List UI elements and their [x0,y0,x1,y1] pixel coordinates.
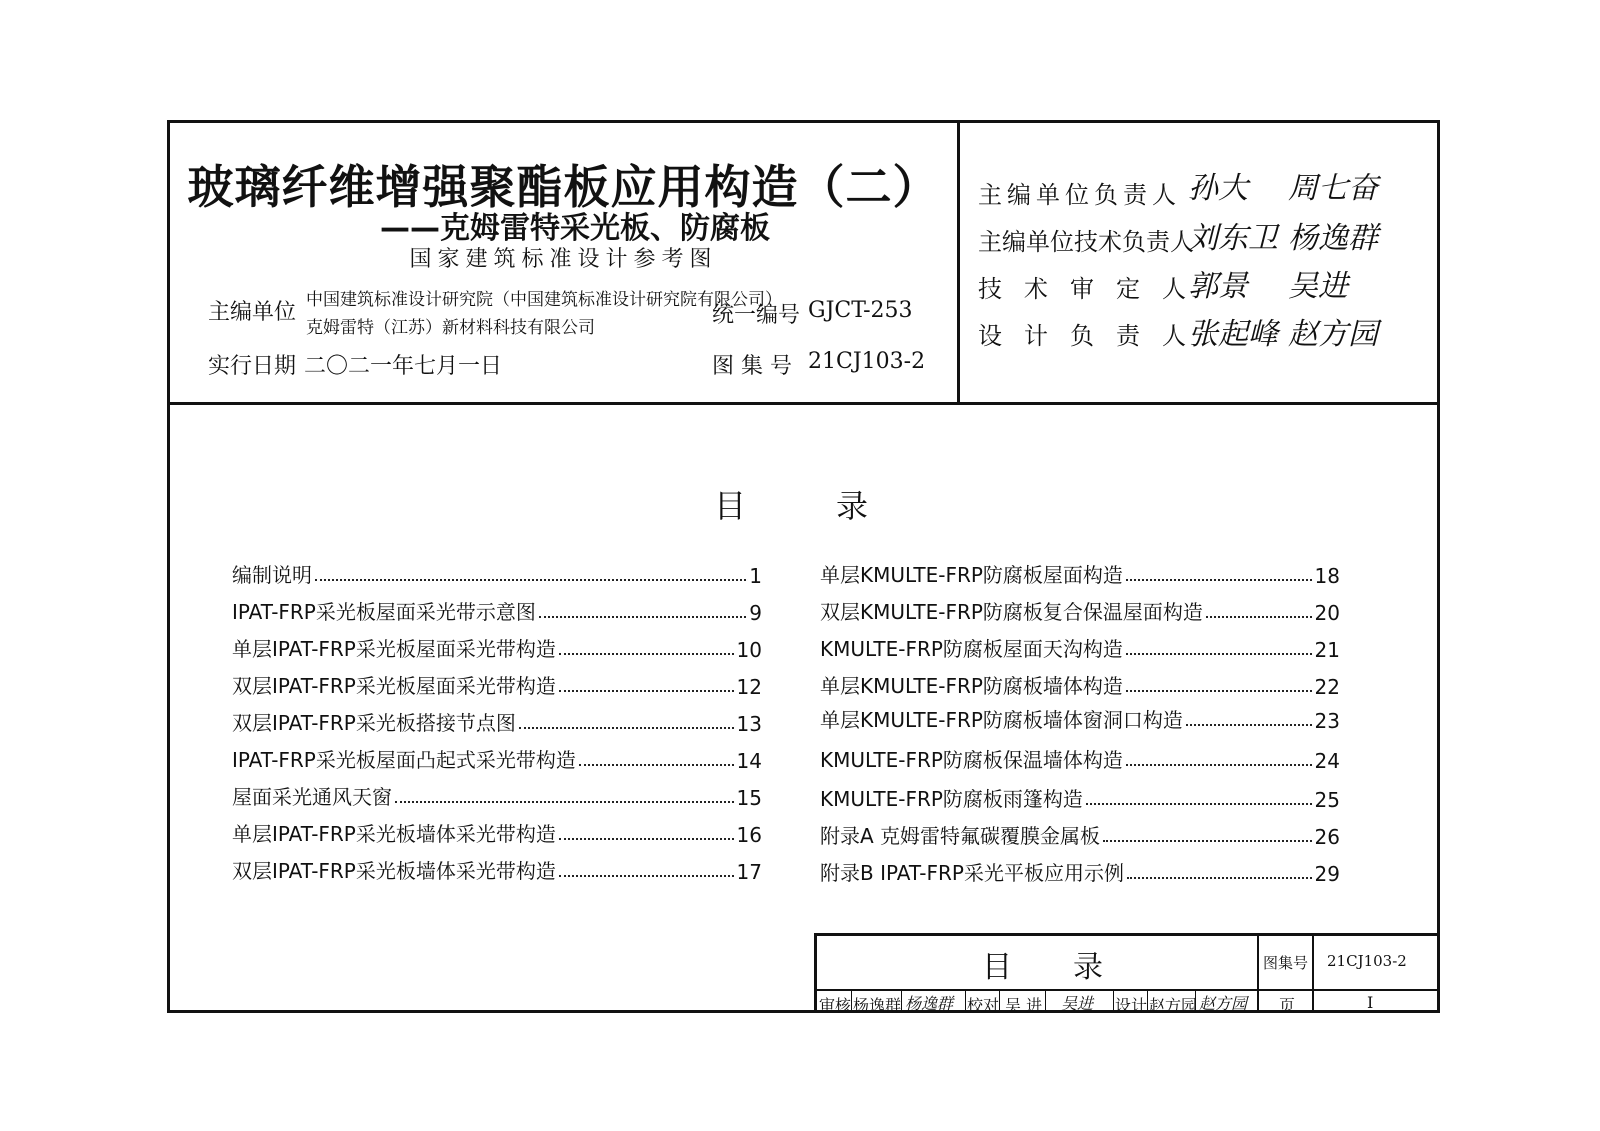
tb-divider [1113,989,1114,1013]
toc-entry-page: 21 [1314,638,1340,662]
tb-name-left: 目 [982,950,1012,985]
tb-name-right: 录 [1073,950,1103,985]
drawing-frame [167,120,1440,1013]
toc-entry-title: 屋面采光通风天窗 [232,785,392,809]
editor-org-2: 克姆雷特（江苏）新材料科技有限公司 [306,318,595,338]
tb-review-label: 审核 [819,996,852,1015]
document-subtitle: ——克姆雷特采光板、防腐板 [380,211,770,246]
tb-atlas-no: 21CJ103-2 [1327,952,1407,970]
toc-leader-dots [1126,690,1312,692]
toc-entry [232,854,762,884]
tb-reviewer-signature: 杨逸群 [905,994,954,1013]
toc-leader-dots [1126,764,1312,766]
toc-entry-title: 附录B IPAT-FRP采光平板应用示例 [820,861,1124,885]
tb-divider [901,989,902,1013]
toc-entry-title: 单层IPAT-FRP采光板墙体采光带构造 [232,822,556,846]
signature-image: 刘东卫 [1188,221,1278,256]
toc-entry [232,558,762,588]
toc-entry-title: 双层KMULTE-FRP防腐板复合保温屋面构造 [820,600,1203,624]
tb-divider [1312,936,1314,1013]
toc-entry [232,817,762,847]
atlas-label: 图 集 号 [712,354,792,379]
toc-leader-dots [559,838,734,840]
toc-entry-title: IPAT-FRP采光板屋面采光带示意图 [232,600,536,624]
tb-designer: 赵方园 [1149,996,1198,1015]
toc-entry [820,782,1340,812]
date-label: 实行日期 [208,354,297,379]
toc-entry-page: 25 [1314,788,1340,812]
toc-entry-page: 14 [736,749,762,773]
toc-entry-page: 24 [1314,749,1340,773]
toc-entry [820,856,1340,886]
tb-design-label: 设计 [1115,996,1148,1015]
toc-entry-title: 单层KMULTE-FRP防腐板屋面构造 [820,563,1123,587]
tb-checker: 吴 进 [1005,996,1043,1015]
toc-leader-dots [579,764,734,766]
toc-entry-page: 22 [1314,675,1340,699]
toc-entry-title: 双层IPAT-FRP采光板墙体采光带构造 [232,859,556,883]
tb-divider [851,989,852,1013]
toc-entry-title: 单层KMULTE-FRP防腐板墙体构造 [820,674,1123,698]
tb-checker-signature: 吴进 [1061,994,1094,1013]
toc-entry [820,743,1340,773]
toc-entry-page: 12 [736,675,762,699]
unified-no-label: 统一编号 [712,303,801,328]
toc-entry [820,669,1340,699]
signature-role: 设计负责人 [978,322,1208,350]
toc-entry [820,703,1340,733]
editor-label: 主编单位 [208,300,297,325]
toc-entry-title: 单层IPAT-FRP采光板屋面采光带构造 [232,637,556,661]
toc-entry-page: 15 [736,786,762,810]
toc-entry-title: KMULTE-FRP防腐板屋面天沟构造 [820,637,1123,661]
toc-entry-page: 10 [736,638,762,662]
tb-atlas-label: 图集号 [1263,954,1309,972]
toc-entry-page: 26 [1314,825,1340,849]
tb-page-no: I [1367,993,1374,1012]
tb-divider [965,989,966,1013]
tb-page-label: 页 [1279,996,1296,1015]
toc-title-right: 录 [836,487,869,525]
toc-entry-page: 18 [1314,564,1340,588]
atlas-no: 21CJ103-2 [808,349,926,374]
toc-entry-page: 17 [736,860,762,884]
toc-entry-title: 附录A 克姆雷特氟碳覆膜金属板 [820,824,1101,848]
toc-leader-dots [559,653,734,655]
signature-image: 赵方园 [1288,317,1378,352]
toc-leader-dots [1126,653,1312,655]
toc-entry [232,632,762,662]
toc-entry-title: 单层KMULTE-FRP防腐板墙体窗洞口构造 [820,708,1183,732]
toc-entry [232,780,762,810]
tb-designer-signature: 赵方园 [1199,994,1248,1013]
toc-entry-title: 编制说明 [232,563,312,587]
toc-entry-title: 双层IPAT-FRP采光板屋面采光带构造 [232,674,556,698]
toc-entry [820,632,1340,662]
toc-leader-dots [1127,877,1312,879]
signature-image: 郭景 [1188,269,1248,304]
toc-leader-dots [1126,579,1312,581]
toc-entry [232,669,762,699]
tb-check-label: 校对 [967,996,1000,1015]
toc-entry-page: 13 [736,712,762,736]
toc-entry-page: 20 [1314,601,1340,625]
tb-reviewer: 杨逸群 [853,996,902,1015]
signature-image: 张起峰 [1188,317,1278,352]
toc-leader-dots [395,801,734,803]
toc-leader-dots [1186,724,1312,726]
toc-entry-title: IPAT-FRP采光板屋面凸起式采光带构造 [232,748,576,772]
toc-leader-dots [559,875,734,877]
toc-leader-dots [1086,803,1312,805]
toc-entry [820,558,1340,588]
date-value: 二〇二一年七月一日 [304,354,503,379]
unified-no: GJCT-253 [808,298,913,323]
document-category: 国家建筑标准设计参考图 [409,247,718,272]
tb-divider [1257,936,1259,1013]
toc-entry-title: 双层IPAT-FRP采光板搭接节点图 [232,711,516,735]
header-vertical-divider [957,123,960,402]
toc-leader-dots [519,727,734,729]
header-divider [170,402,1437,405]
toc-entry [820,819,1340,849]
toc-entry-page: 9 [749,601,762,625]
toc-entry-page: 29 [1314,862,1340,886]
toc-leader-dots [539,616,746,618]
toc-leader-dots [1206,616,1312,618]
signature-image: 孙大 [1188,171,1248,206]
document-title: 玻璃纤维增强聚酯板应用构造（二） [187,160,940,214]
toc-entry [232,743,762,773]
editor-org-1: 中国建筑标准设计研究院（中国建筑标准设计研究院有限公司） [306,290,782,310]
signature-role: 主编单位技术负责人 [978,228,1194,256]
toc-entry-page: 23 [1314,709,1340,733]
signature-role: 主编单位负责人 [978,181,1181,209]
toc-title-left: 目 [714,487,747,525]
toc-entry-page: 16 [736,823,762,847]
tb-divider [999,989,1000,1013]
title-block [814,933,1437,1013]
signature-image: 吴进 [1288,269,1348,304]
toc-entry [232,706,762,736]
toc-leader-dots [315,579,746,581]
toc-entry [232,595,762,625]
signature-image: 杨逸群 [1288,221,1378,256]
signature-image: 周七奋 [1288,171,1378,206]
toc-leader-dots [1103,840,1312,842]
toc-entry-title: KMULTE-FRP防腐板保温墙体构造 [820,748,1123,772]
toc-leader-dots [559,690,734,692]
toc-entry-page: 1 [749,564,762,588]
signature-role: 技术审定人 [978,275,1208,303]
toc-entry-title: KMULTE-FRP防腐板雨篷构造 [820,787,1083,811]
toc-entry [820,595,1340,625]
tb-divider [1045,989,1046,1013]
tb-divider [1147,989,1148,1013]
